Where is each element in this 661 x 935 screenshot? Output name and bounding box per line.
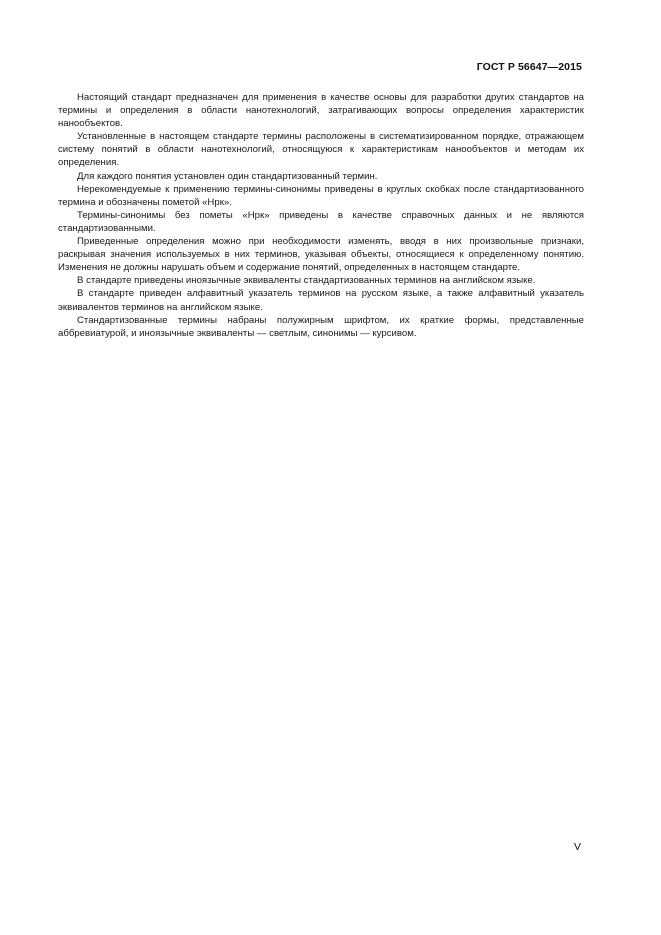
paragraph-alphabetical-index: В стандарте приведен алфавитный указатель терминов на русском языке, а также алфавитный указатель эквивалентов терминов на английском языке. — [58, 288, 584, 313]
paragraph-one-term: Для каждого понятия установлен один стандартизованный термин. — [77, 170, 378, 182]
paragraph-not-recommended-synonyms: Нерекомендуемые к применению термины-синонимы приведены в круглых скобках после стандартизованного термина и обозначены пометой «Нрк». — [58, 183, 584, 208]
paragraph-term-order: Установленные в настоящем стандарте термины расположены в систематизированном порядке, отражающем систему понятий в области нанотехнологий, относящуюся к характеристикам нанообъектов и методам их определения. — [58, 131, 584, 169]
document-code-header: ГОСТ Р 56647—2015 — [476, 61, 582, 73]
paragraph-typography: Стандартизованные термины набраны полужирным шрифтом, их краткие формы, представленные аббревиатурой, и иноязычные эквиваленты — светлым, синонимы — курсивом. — [58, 314, 584, 339]
paragraph-reference-synonyms: Термины-синонимы без пометы «Нрк» приведены в качестве справочных данных и не являются стандартизованными. — [58, 209, 584, 234]
page-number: V — [573, 841, 581, 853]
paragraph-definitions-change: Приведенные определения можно при необходимости изменять, вводя в них произвольные признаки, раскрывая значения используемых в них терминов, указывая объекты, относящиеся к определенному понятию. Изменения не должны нарушать объем и содержание понятий, определенных в настоящем стандарте. — [58, 236, 584, 274]
paragraph-foreign-equivalents: В стандарте приведены иноязычные эквиваленты стандартизованных терминов на английском языке. — [77, 275, 536, 287]
paragraph-purpose: Настоящий стандарт предназначен для применения в качестве основы для разработки других стандартов на термины и определения в области нанотехнологий, затрагивающих вопросы определения характеристик нанообъектов. — [58, 92, 584, 130]
introduction-body — [58, 91, 584, 340]
